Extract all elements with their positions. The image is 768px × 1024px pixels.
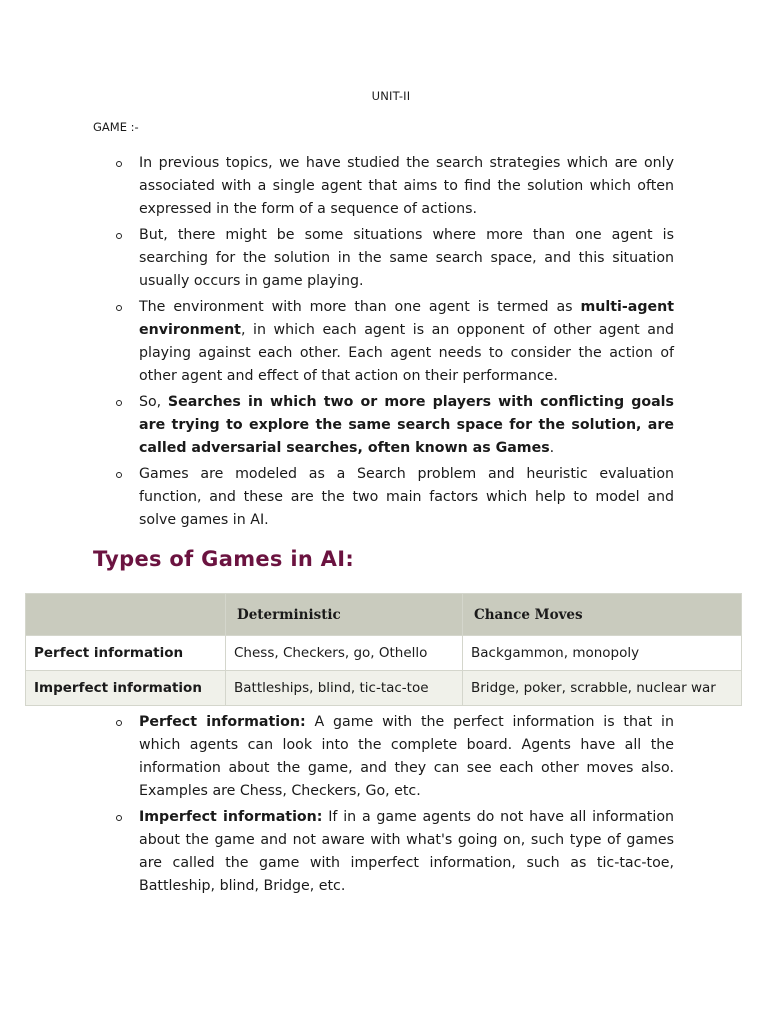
table-header-cell (26, 594, 226, 636)
body-text: . (549, 440, 555, 456)
bullet-item (116, 463, 674, 532)
circle-bullet-icon (116, 720, 122, 726)
table-cell: Backgammon, monopoly (463, 636, 742, 671)
table-cell: Battleships, blind, tic-tac-toe (226, 671, 463, 706)
bold-text: Searches in which two or more players with conflicting goals are trying to explore the same search space for the solution, are called adversarial searches, often known as Games (139, 394, 674, 456)
bullet-item (116, 806, 674, 898)
table-cell: Chess, Checkers, go, Othello (226, 636, 463, 671)
unit-title: UNIT-II (371, 89, 411, 103)
circle-bullet-icon (116, 233, 122, 239)
table-header-row (26, 594, 742, 636)
intro-bullet-list (116, 152, 674, 535)
bullet-item (116, 224, 674, 293)
circle-bullet-icon (116, 400, 122, 406)
circle-bullet-icon (116, 472, 122, 478)
bullet-item (116, 711, 674, 803)
body-text: , in which each agent is an opponent of other agent and playing against each other. Each agent needs to consider the action of other agent and effect of that action on their performance. (139, 322, 674, 384)
table-row-header: Perfect information (26, 636, 226, 671)
bullet-item (116, 296, 674, 388)
table-header-cell: Chance Moves (463, 594, 742, 636)
section-heading: Types of Games in AI: (93, 547, 355, 571)
bold-text: Imperfect information: (139, 809, 323, 825)
table-row (26, 671, 742, 706)
table-header-cell: Deterministic (226, 594, 463, 636)
body-text: If in a game agents do not have all information about the game and not aware with what's going on, such type of games are called the game with imperfect information, such as tic-tac-toe, Battleship, blind, Bridge, etc. (139, 809, 674, 894)
game-types-table (25, 593, 742, 706)
body-text: The environment with more than one agent is termed as (139, 299, 581, 315)
game-label: GAME :- (93, 120, 139, 134)
definition-bullet-list (116, 711, 674, 901)
circle-bullet-icon (116, 815, 122, 821)
bold-text: multi-agent environment (139, 299, 674, 338)
circle-bullet-icon (116, 305, 122, 311)
table-cell: Bridge, poker, scrabble, nuclear war (463, 671, 742, 706)
body-text: So, (139, 394, 168, 410)
circle-bullet-icon (116, 161, 122, 167)
bold-text: Perfect information: (139, 714, 306, 730)
bullet-item (116, 391, 674, 460)
table-row-header: Imperfect information (26, 671, 226, 706)
bullet-item (116, 152, 674, 221)
body-text: A game with the perfect information is that in which agents can look into the complete board. Agents have all the information about the game, and they can see each other moves also. Examples are Chess, Checkers, Go, etc. (139, 714, 674, 799)
table-row (26, 636, 742, 671)
body-text: In previous topics, we have studied the search strategies which are only associated with a single agent that aims to find the solution which often expressed in the form of a sequence of actions. (139, 155, 674, 217)
body-text: But, there might be some situations where more than one agent is searching for the solution in the same search space, and this situation usually occurs in game playing. (139, 227, 674, 289)
body-text: Games are modeled as a Search problem and heuristic evaluation function, and these are the two main factors which help to model and solve games in AI. (139, 466, 674, 528)
